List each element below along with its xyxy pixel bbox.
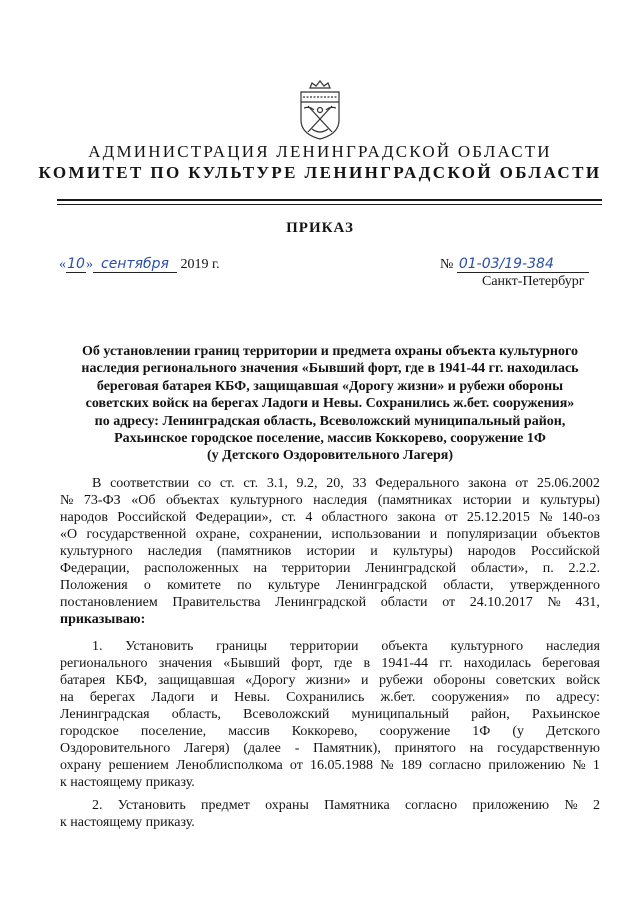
order-title: ПРИКАЗ	[286, 220, 354, 236]
organization-name: АДМИНИСТРАЦИЯ ЛЕНИНГРАДСКОЙ ОБЛАСТИ	[88, 142, 552, 161]
preamble-line: культурного наследия (памятников истории и культуры) народов Российской	[60, 544, 600, 559]
number-value: 01-03/19-384	[457, 256, 589, 273]
preamble-line: Федерации, расположенных на территории Ленинградской области», п. 2.2.2.	[60, 561, 600, 576]
heading-line: советских войск на берегах Ладоги и Невы. Сохранились ж.бет. сооружения»	[85, 396, 575, 412]
item1-line: 1. Установить границы территории объекта культурного наследия	[92, 639, 600, 654]
heading-line: береговая батарея КБФ, защищавшая «Дорогу жизни» и рубежи обороны	[96, 378, 564, 394]
item2-line: к настоящему приказу.	[60, 815, 195, 830]
item1-line: к настоящему приказу.	[60, 775, 195, 790]
date-close-quote: »	[86, 257, 93, 272]
item1-line: городское поселение, массив Коккорево, сооружение 1Ф (у Детского	[60, 724, 600, 739]
preamble-line: Положения о комитете по культуре Ленинградской области, утвержденного	[60, 578, 600, 593]
heading-line: (у Детского Оздоровительного Лагеря)	[206, 448, 453, 464]
preamble-line: народов Российской Федерации», ст. 4 областного закона от 25.12.2015 № 140-оз	[60, 510, 600, 525]
number-prefix: №	[440, 257, 454, 272]
item2-line: 2. Установить предмет охраны Памятника согласно приложению № 2	[92, 798, 600, 813]
header-rule-thick	[57, 199, 602, 201]
item1-line: Ленинградская область, Всеволожский муниципальный район, Рахьинское	[60, 707, 600, 722]
city: Санкт-Петербург	[482, 274, 585, 289]
date-day: 10	[67, 256, 85, 272]
preamble	[60, 475, 600, 628]
order-command: приказываю:	[60, 612, 146, 627]
preamble-line: В соответствии со ст. ст. 3.1, 9.2, 20, 33 Федерального закона от 25.06.2002	[92, 476, 600, 491]
item1-line: на берегах Ладоги и Невы. Сохранились ж.бет. сооружения» по адресу:	[60, 690, 600, 705]
order-number	[440, 256, 589, 274]
item1-line: батарея КБФ, защищавшая «Дорогу жизни» и рубежи обороны советских войск	[60, 673, 600, 688]
heading-line: Об установлении границ территории и предмета охраны объекта культурного	[82, 344, 578, 359]
item1-line: Оздоровительного Лагеря) (далее - Памятник), принятого на государственную	[60, 741, 600, 756]
order-heading	[60, 343, 600, 465]
heading-line: наследия регионального значения «Бывший форт, где в 1941-44 гг. находилась	[81, 361, 579, 377]
preamble-line: № 73-ФЗ «Об объектах культурного наследия (памятниках истории и культуры)	[60, 493, 600, 508]
committee-name: КОМИТЕТ ПО КУЛЬТУРЕ ЛЕНИНГРАДСКОЙ ОБЛАСТИ	[38, 163, 602, 182]
coat-of-arms-icon	[298, 80, 342, 140]
order-date	[59, 256, 220, 274]
date-open-quote: «	[59, 257, 66, 272]
preamble-line: «О государственной охране, сохранении, использовании и популяризации объектов	[60, 527, 600, 542]
item-1	[60, 638, 600, 791]
item-2	[60, 797, 600, 831]
preamble-line: постановлением Правительства Ленинградской области от 24.10.2017 № 431,	[60, 595, 600, 610]
header-rule-thin	[57, 204, 602, 205]
date-month: сентября	[93, 256, 177, 273]
item1-line: регионального значения «Бывший форт, где в 1941-44 гг. находилась береговая	[60, 656, 600, 671]
heading-line: Рахьинское городское поселение, массив Коккорево, сооружение 1Ф	[114, 431, 546, 447]
date-year: 2019 г.	[180, 257, 220, 272]
heading-line: по адресу: Ленинградская область, Всеволожский муниципальный район,	[94, 413, 566, 429]
item1-line: охрану решением Леноблисполкома от 16.05.1988 № 189 согласно приложению № 1	[60, 758, 600, 773]
